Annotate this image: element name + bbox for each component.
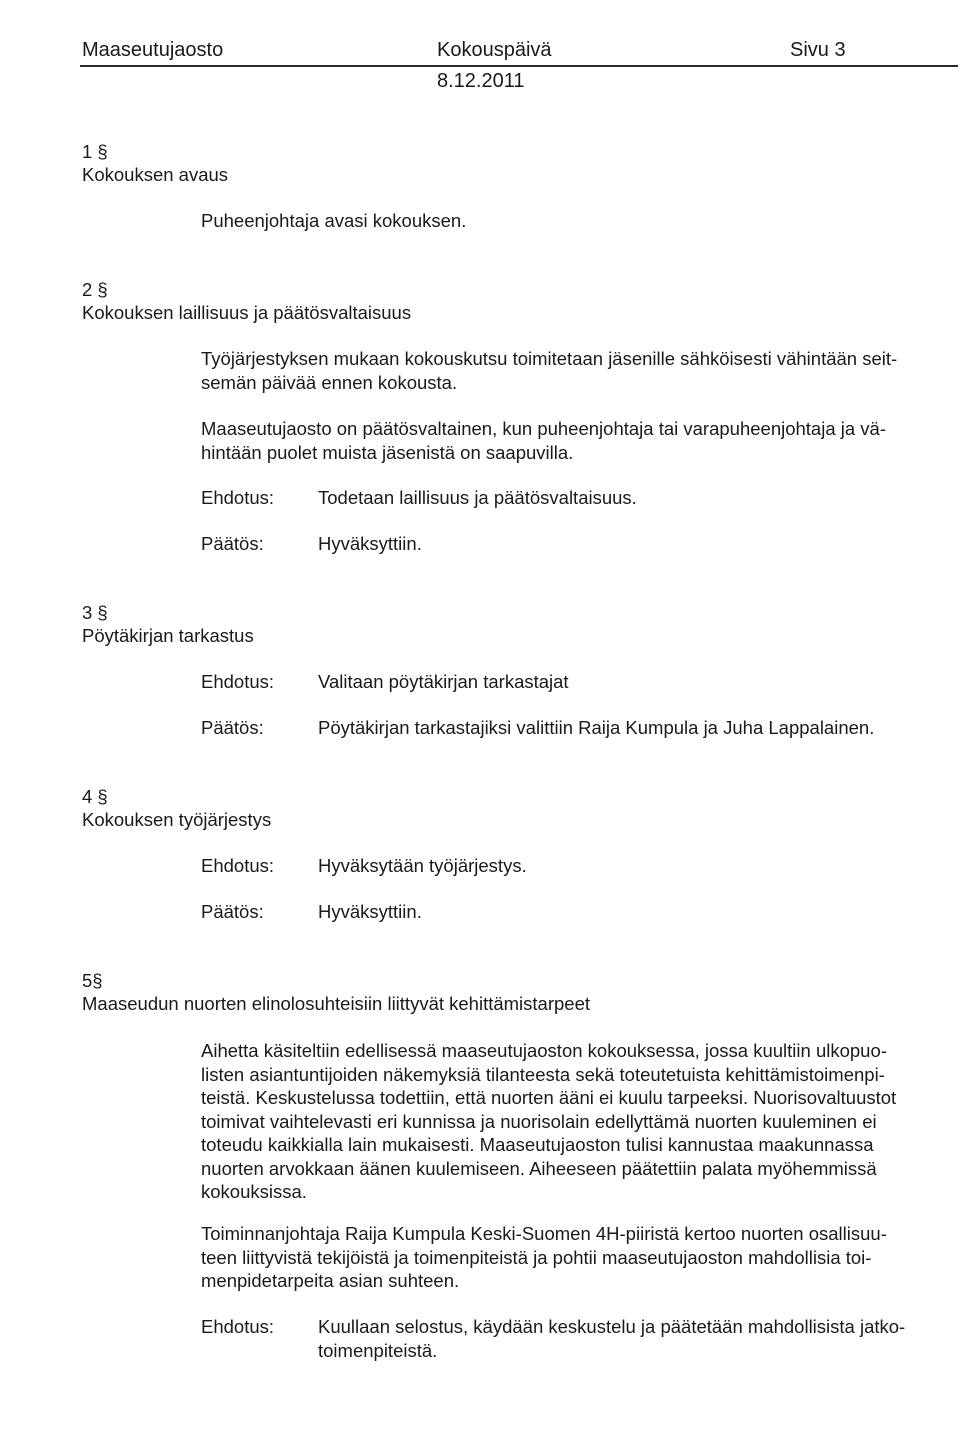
section-3-decision: Pöytäkirjan tarkastajiksi valittiin Raija Kumpula ja Juha Lappalainen. (318, 717, 875, 738)
paragraph-line: listen asiantuntijoiden näkemyksiä tilanteesta sekä toteutetuista kehittämistoimenpi- (201, 1063, 885, 1085)
section-4-decision: Hyväksyttiin. (318, 901, 422, 922)
paragraph-line: nuorten arvokkaan äänen kuulemiseen. Aiheeseen päätettiin palata myöhemmissä (201, 1157, 877, 1179)
section-1-title: Kokouksen avaus (82, 164, 229, 185)
section-3-proposal-label: Ehdotus: (201, 671, 275, 692)
section-2-decision-label: Päätös: (201, 533, 264, 554)
section-3-number: 3 § (82, 602, 108, 623)
paragraph-line: Työjärjestyksen mukaan kokouskutsu toimitetaan jäsenille sähköisesti vähintään seit- (201, 348, 898, 369)
paragraph-line: toimivat vaihtelevasti eri kunnissa ja nuorisolain edellyttämä nuorten kuuleminen ei (201, 1110, 877, 1132)
paragraph-line: Maaseutujaosto on päätösvaltainen, kun puheenjohtaja tai varapuheenjohtaja ja vä- (201, 418, 886, 439)
section-3-title: Pöytäkirjan tarkastus (82, 625, 254, 646)
section-3-proposal: Valitaan pöytäkirjan tarkastajat (318, 671, 569, 692)
section-3-decision-label: Päätös: (201, 717, 264, 738)
paragraph-line: Toiminnanjohtaja Raija Kumpula Keski-Suomen 4H-piiristä kertoo nuorten osallisuu- (201, 1223, 887, 1244)
proposal-line: toimenpiteistä. (318, 1339, 438, 1361)
section-4-decision-label: Päätös: (201, 901, 264, 922)
section-5-proposal-label: Ehdotus: (201, 1316, 275, 1337)
header-page-number: Sivu 3 (790, 39, 846, 61)
section-4-number: 4 § (82, 786, 108, 807)
section-5-paragraph-1 (201, 1039, 960, 1204)
header-committee-name: Maaseutujaosto (82, 39, 224, 61)
paragraph-line: teistä. Keskustelussa todettiin, että nuorten ääni ei kuulu tarpeeksi. Nuorisovaltuustot (201, 1087, 897, 1108)
header-divider (80, 65, 958, 67)
paragraph-line: semän päivää ennen kokousta. (201, 371, 458, 393)
section-2-paragraph-1 (201, 347, 960, 394)
paragraph-line: toteudu kaikkialla lain mukaisesti. Maaseutujaoston tulisi kannustaa maakunnassa (201, 1134, 874, 1155)
section-5-number: 5§ (82, 970, 103, 991)
paragraph-line: menpidetarpeita asian suhteen. (201, 1270, 460, 1291)
section-2-title: Kokouksen laillisuus ja päätösvaltaisuus (82, 302, 412, 323)
header-meeting-date-label: Kokouspäivä (437, 39, 552, 61)
section-5-title: Maaseudun nuorten elinolosuhteisiin liittyvät kehittämistarpeet (82, 993, 591, 1014)
header-meeting-date: 8.12.2011 (437, 70, 525, 92)
paragraph-line: Puheenjohtaja avasi kokouksen. (201, 210, 467, 231)
section-4-proposal-label: Ehdotus: (201, 855, 275, 876)
section-2-paragraph-2 (201, 417, 960, 464)
section-5-proposal (318, 1315, 958, 1362)
section-2-number: 2 § (82, 279, 108, 300)
section-1-number: 1 § (82, 141, 108, 162)
proposal-line: Kuullaan selostus, käydään keskustelu ja päätetään mahdollisista jatko- (318, 1316, 906, 1337)
section-5-paragraph-2 (201, 1222, 960, 1293)
section-1-paragraph (201, 209, 960, 233)
section-2-decision: Hyväksyttiin. (318, 533, 422, 554)
paragraph-line: hintään puolet muista jäsenistä on saapuvilla. (201, 441, 574, 463)
paragraph-line: kokouksissa. (201, 1181, 307, 1202)
paragraph-line: Aihetta käsiteltiin edellisessä maaseutujaoston kokouksessa, jossa kuultiin ulkopuo- (201, 1040, 887, 1061)
paragraph-line: teen liittyvistä tekijöistä ja toimenpiteistä ja pohtii maaseutujaoston mahdollisia toi- (201, 1246, 872, 1268)
section-4-proposal: Hyväksytään työjärjestys. (318, 855, 527, 876)
section-2-proposal-label: Ehdotus: (201, 487, 275, 508)
section-4-title: Kokouksen työjärjestys (82, 809, 272, 830)
section-2-proposal: Todetaan laillisuus ja päätösvaltaisuus. (318, 487, 637, 508)
